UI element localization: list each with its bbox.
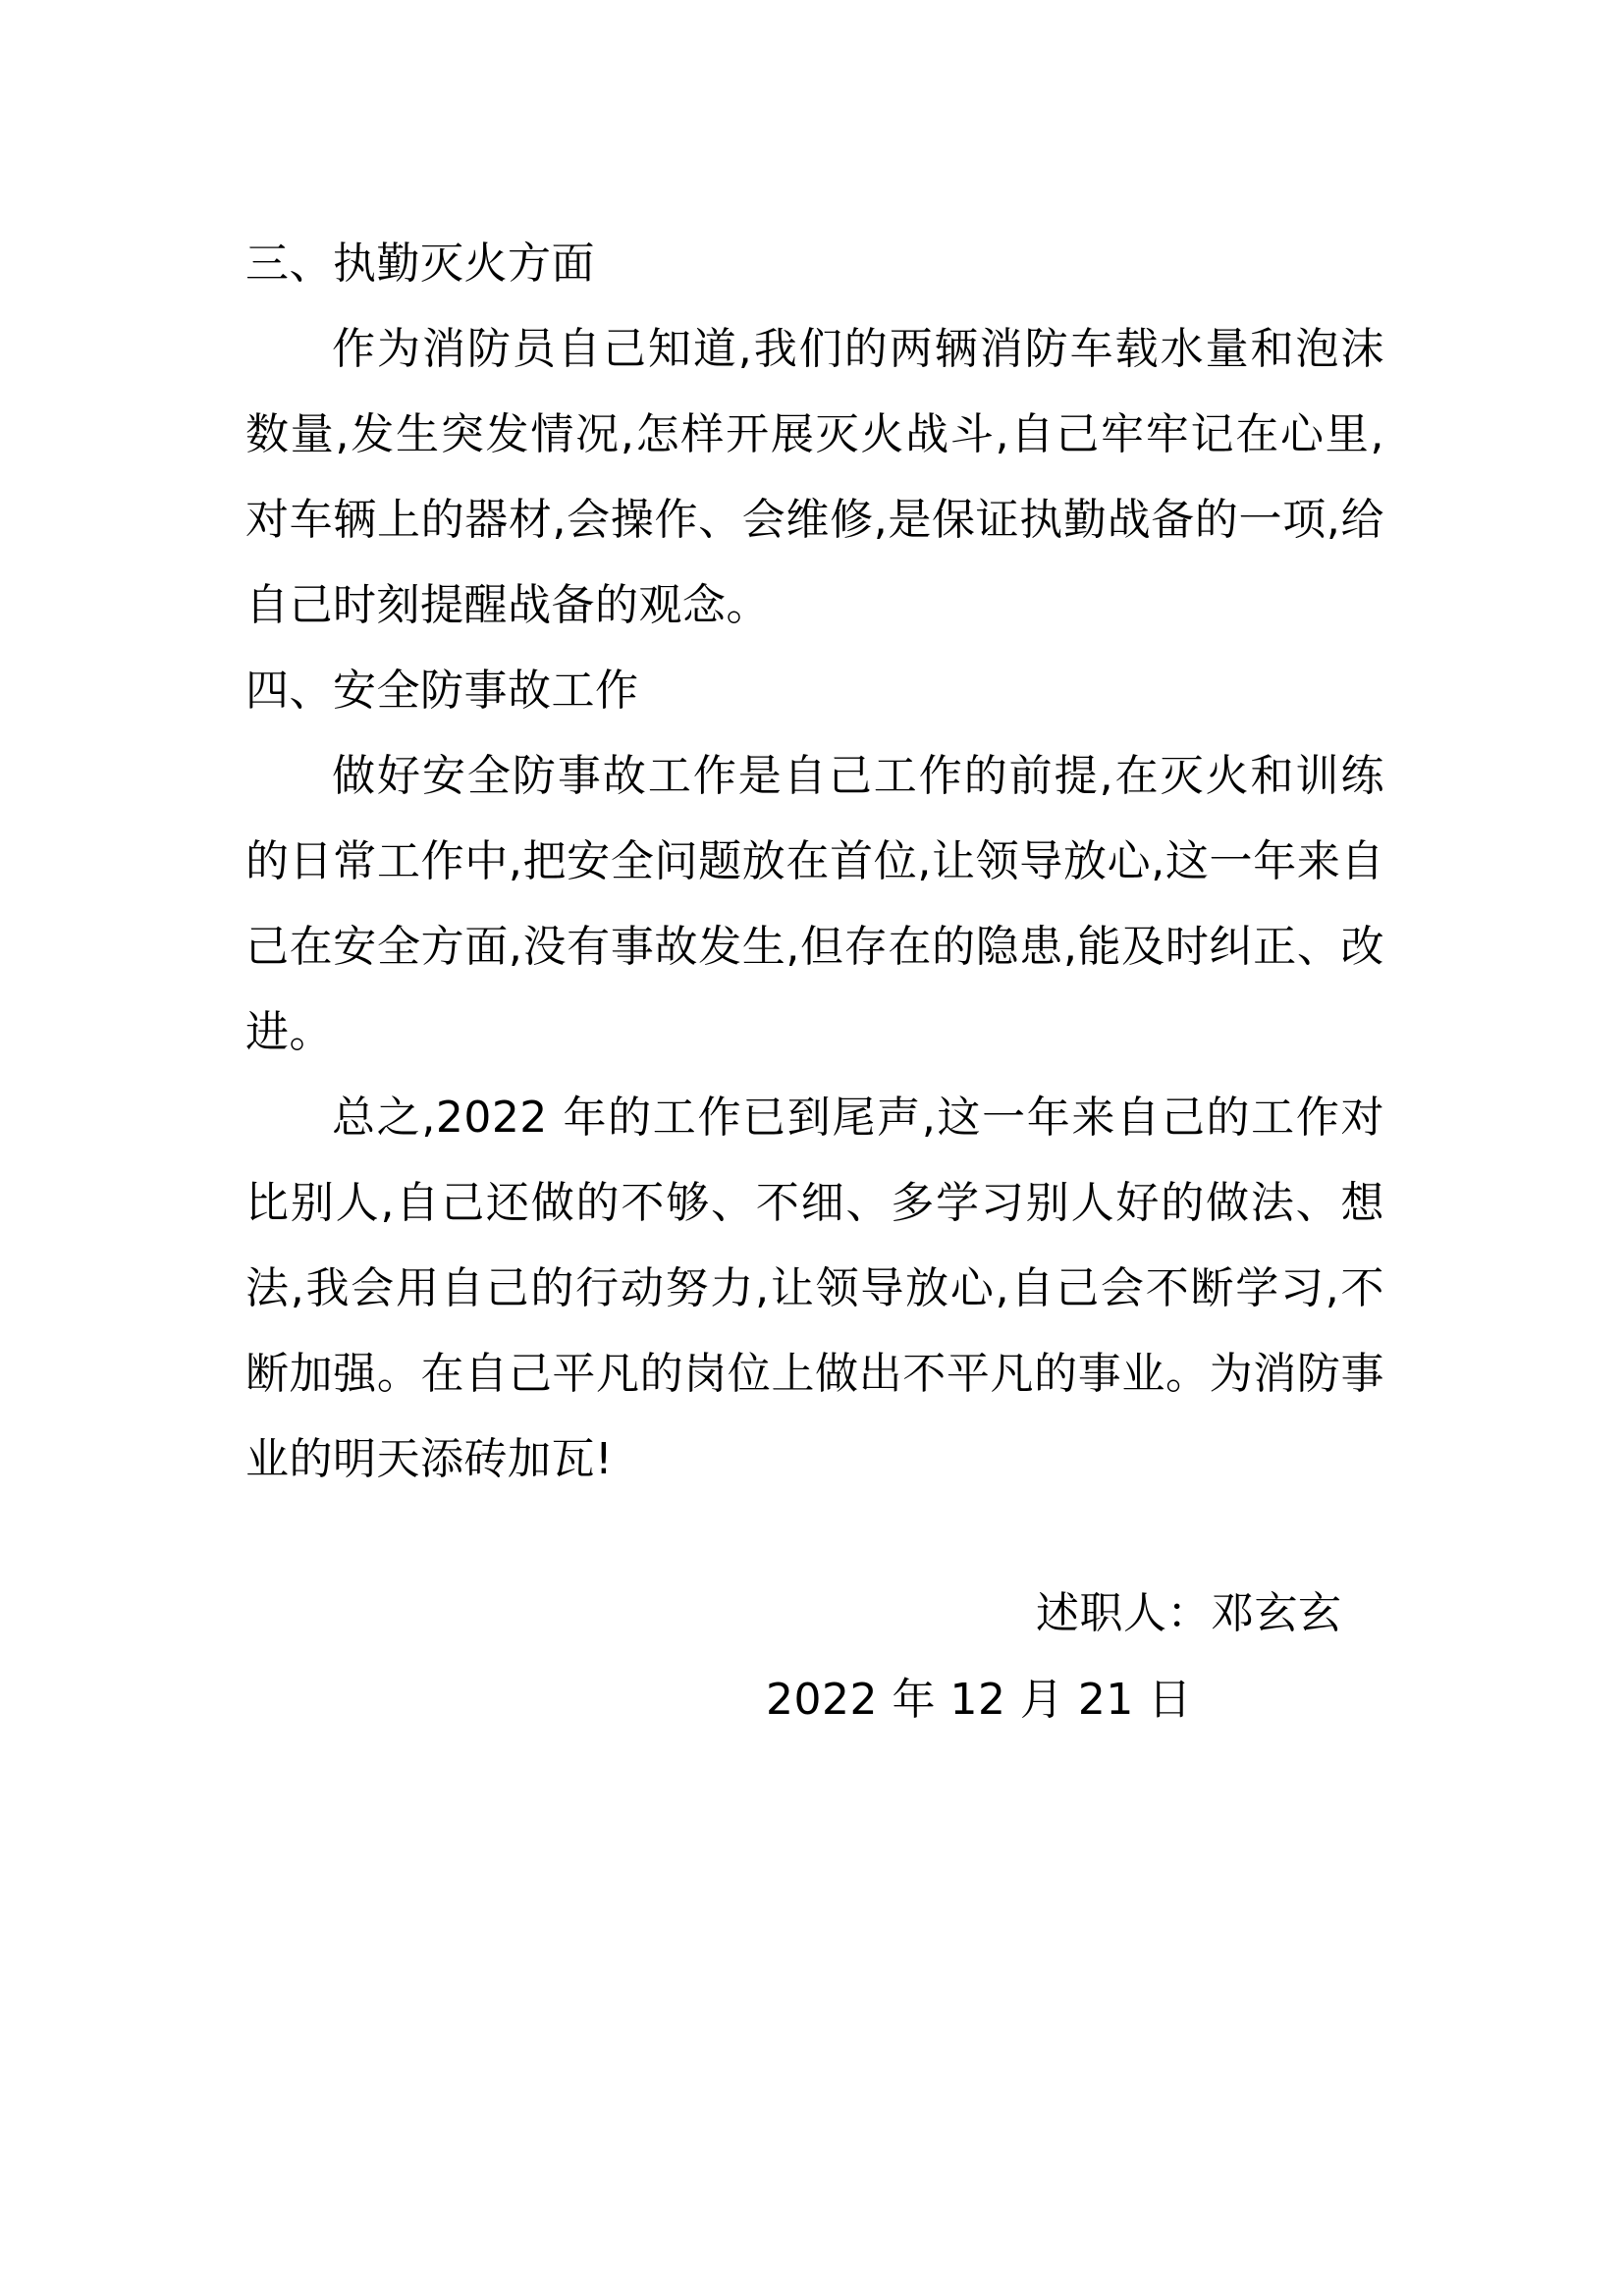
document-body [245,221,1384,1502]
signature-name: 述职人：邓玄玄 [1036,1588,1342,1638]
paragraph-duty-firefighting: 作为消防员自己知道,我们的两辆消防车载水量和泡沫数量,发生突发情况,怎样开展灭火战斗,自己牢牢记在心里,对车辆上的器材,会操作、会维修,是保证执勤战备的一项,给自己时刻提醒战备的观念。 [245,324,1384,630]
section-heading-safety: 四、安全防事故工作 [245,666,639,716]
signature-date: 2022 年 12 月 21 日 [766,1675,1192,1725]
paragraph-safety: 做好安全防事故工作是自己工作的前提,在灭火和训练的日常工作中,把安全问题放在首位,让领导放心,这一年来自己在安全方面,没有事故发生,但存在的隐患,能及时纠正、改进。 [245,751,1384,1057]
paragraph-conclusion: 总之,2022 年的工作已到尾声,这一年来自己的工作对比别人,自己还做的不够、不细、多学习别人好的做法、想法,我会用自己的行动努力,让领导放心,自己会不断学习,不断加强。在自己平凡的岗位上做出不平凡的事业。为消防事业的明天添砖加瓦! [245,1093,1384,1484]
section-heading-duty-firefighting: 三、执勤灭火方面 [245,239,595,289]
